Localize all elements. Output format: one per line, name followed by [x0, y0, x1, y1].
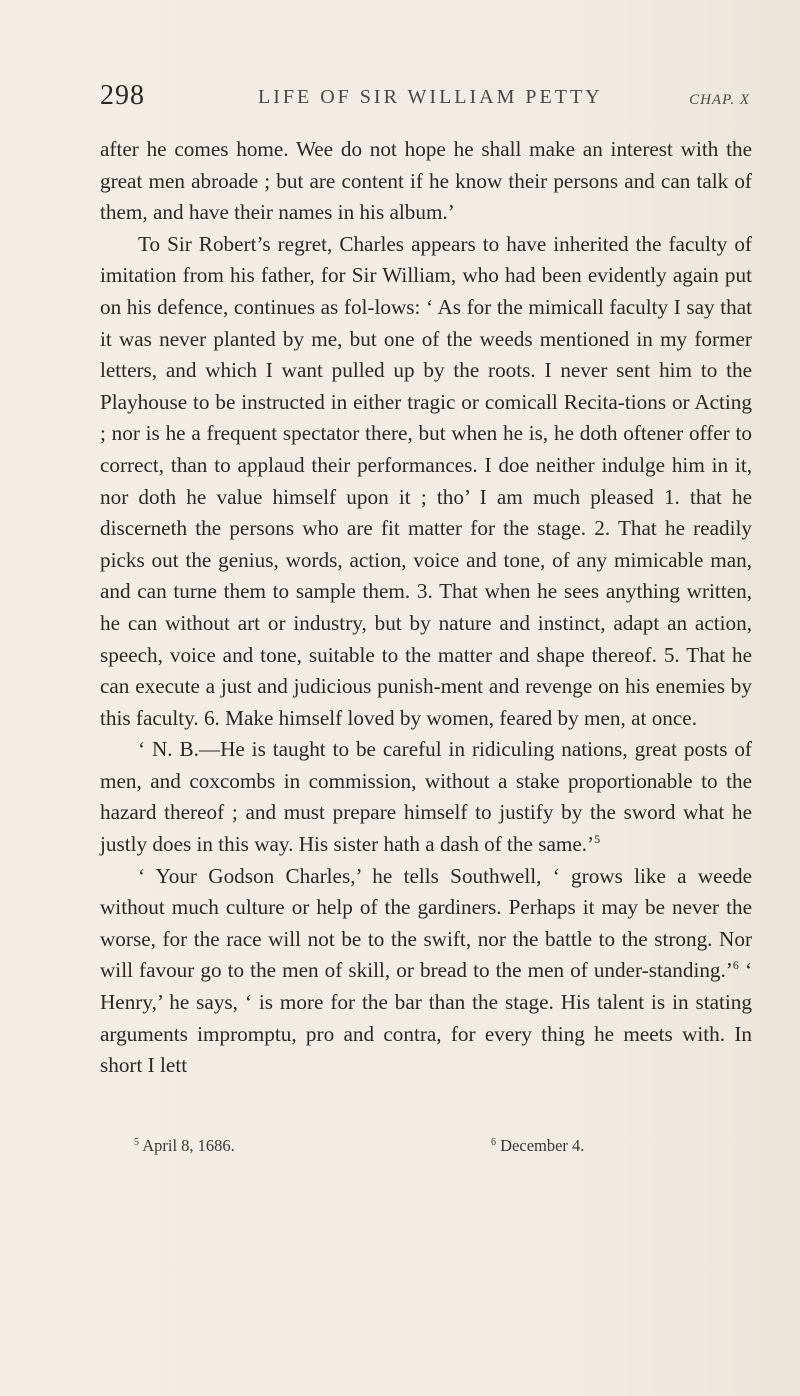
body-text: [100, 134, 752, 1082]
page-number: 298: [100, 80, 145, 111]
paragraph-text: To Sir Robert’s regret, Charles appears to have inherited the faculty of imitation from his father, for Sir William, who had been evidently again put on his defence, continues as fol-lows: ‘ As for the mimicall faculty I say that it was never planted by me, but one of the weeds mentioned in my former letters, and which I want pulled up by the roots. I never sent him to the Playhouse to be instructed in either tragic or comicall Recita-tions or Acting ; nor is he a frequent spectator there, but when he is, he doth oftener offer to correct, than to applaud their performances. I doe neither indulge him in it, nor doth he value himself upon it ; tho’ I am much pleased 1. that he discerneth the persons who are fit matter for the stage. 2. That he readily picks out the genius, words, action, voice and tone, of any mimicable man, and can turne them to sample them. 3. That when he sees anything written, he can without art or industry, but by nature and instinct, adapt an action, speech, voice and tone, suitable to the matter and shape thereof. 5. That he can execute a just and judicious punish-ment and revenge on his enemies by this faculty. 6. Make himself loved by women, feared by men, at once.: [100, 231, 752, 730]
paragraph: [100, 861, 752, 1082]
paragraph-text: ‘ N. B.—He is taught to be careful in ridiculing nations, great posts of men, and coxcombs in commission, without a stake proportionable to the hazard thereof ; and must prepare himself to justify by the sword what he justly does in this way. His sister hath a dash of the same.’: [100, 737, 752, 857]
footnote: [134, 1136, 235, 1156]
footnote: [491, 1136, 584, 1156]
paragraph: [100, 734, 752, 860]
footnote-text: April 8, 1686.: [142, 1136, 235, 1155]
paragraph-text: after he comes home. Wee do not hope he shall make an interest with the great men abroade ; but are content if he know their persons and can talk of them, and have their names in his album.’: [100, 137, 752, 225]
page-header: [100, 80, 750, 120]
paragraph: [100, 134, 752, 229]
chapter-label: CHAP. X: [689, 92, 750, 108]
footnote-mark: 5: [134, 1137, 139, 1148]
paragraph-text: ‘ Your Godson Charles,’ he tells Southwell, ‘ grows like a weede without much culture or help of the gardiners. Perhaps it may be never the worse, for the race will not be to the swift, nor the battle to the strong. Nor will favour go to the men of skill, or bread to the men of under-standing.’: [100, 863, 752, 983]
running-title: LIFE OF SIR WILLIAM PETTY: [258, 86, 603, 108]
footnote-text: December 4.: [500, 1136, 585, 1155]
paragraph-text: ‘ Henry,’ he says, ‘ is more for the bar than the stage. His talent is in stating arguments impromptu, pro and contra, for every thing he meets with. In short I lett: [100, 958, 752, 1078]
footnote-reference: 6: [732, 958, 739, 973]
footnote-mark: 6: [491, 1137, 496, 1148]
footnote-reference: 5: [594, 832, 601, 847]
paragraph: [100, 229, 752, 735]
